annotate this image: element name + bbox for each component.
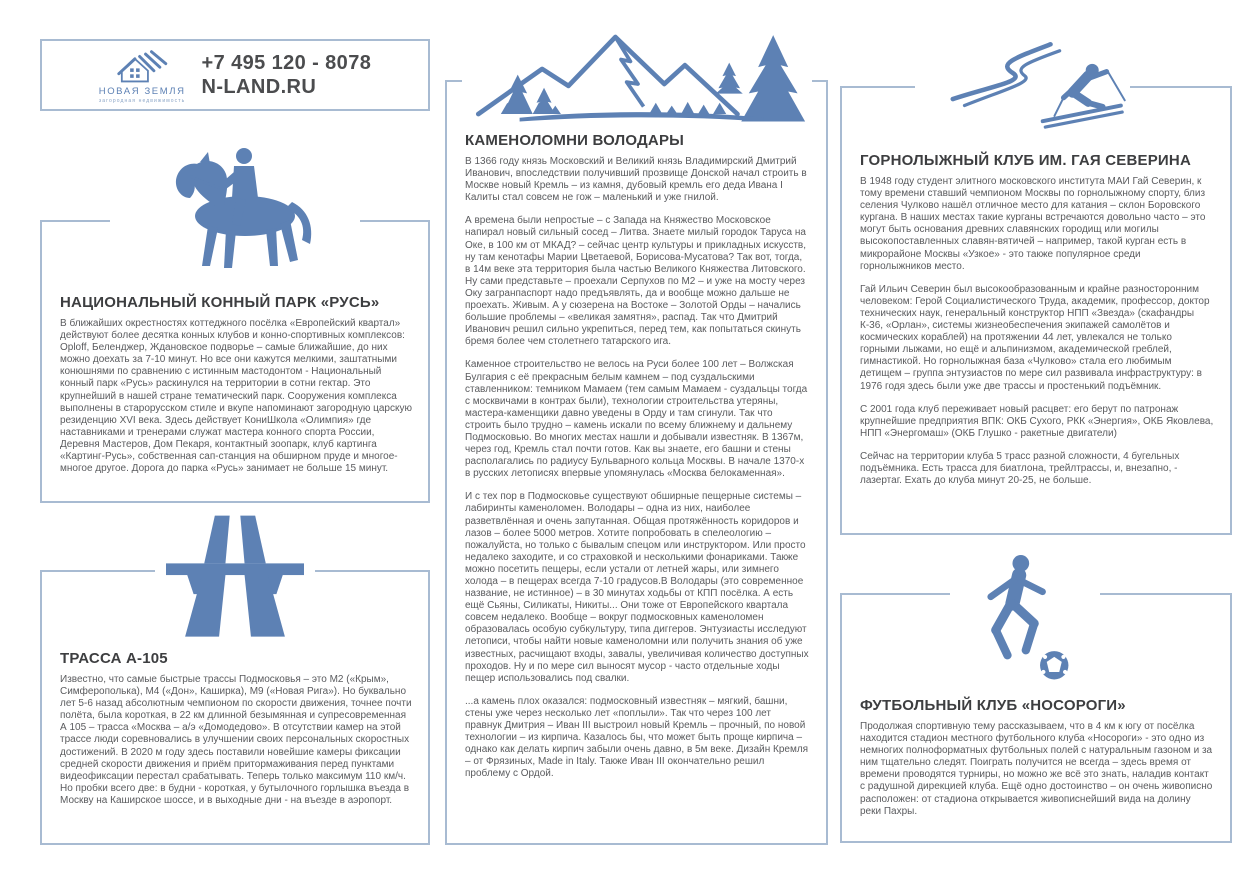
motorway-sign-icon <box>155 505 315 643</box>
mountain-landscape-icon <box>462 22 812 130</box>
body-paragraph: Сейчас на территории клуба 5 трасс разной сложности, 4 бугельных подъёмника. Есть трасса для биатлона, трейлтрассы, и, внезапно, - лазертаг. Ехать до клуба минут 20-25, не больше. <box>860 450 1180 487</box>
logo-tagline: загородная недвижимость <box>98 97 186 104</box>
website-url: N-LAND.RU <box>201 76 317 98</box>
body-paragraph: Известно, что самые быстрые трассы Подмосковья – это М2 («Крым», Симферополька), М4 («Дон», Каширка), М9 («Новая Рига»). Но буквально лет 5-6 назад абсолютным чемпионом по скорости движения, точнее почти полёта, была короткая, в 22 км длинной безымянная и супресовременная А 105 – трасса «Москва – а/э «Домодедово». В отсутствии камер на этой трассе люди соревновались в улучшении своих персональных скоростных достижений. В 2020 м году здесь поставили новейшие камеры фиксации средней скорости движения и приём притормаживания перед пунктами видеофиксации перестал срабатывать. Теперь только максимум 110 км/ч. Но пробки всего две: в будни - короткая, у бутылочного горлышка въезда в Москву на Каширское шоссе, и в выходные дни - на въезде в аэропорт. <box>60 674 412 806</box>
body-paragraph: Продолжая спортивную тему рассказываем, что в 4 км к югу от посёлка находится стадион местного футбольного клуба «Носороги» - это одно из немногих полноформатных футбольных полей с натуральным газоном и за ним тщательно следят. Поиграть получится не всегда – здесь время от времени проводятся турниры, но можно же всё это знать, наладив контакт с радушной дирекцией клуба. Ещё одно достоинство – он очень живописно расположен: от стадиона открывается живописнейший вида на долину реки Пахры. <box>860 721 1213 817</box>
section-title-ski-club: ГОРНОЛЫЖНЫЙ КЛУБ ИМ. ГАЯ СЕВЕРИНА <box>860 152 1191 169</box>
body-paragraph: А времена были непростые – с Запада на Княжество Московское напирал новый сильный сосед – Литва. Знаете милый городок Таруса на Оке, в 100 км от МКАД? – сейчас центр культуры и прикладных искусств, ну там кенотафы Марии Цветаевой, Борисова-Мусатова? Так вот, тогда, в 14м веке эта территория была частью Великого Княжества Литовского. Ну сами представьте – проехали Серпухов по М2 – и уже на мосту через Оку загранпаспорт надо предъявлять, да и вообще можно дальше не проехать. Живым. А у сюзерена на Востоке – Золотой Орды – начались большие проблемы – «великая замятня», распад. Так что Дмитрий Иванович решил сильно укрепиться, перед тем, как попытаться скинуть бремя более чем столетнего татарского ига. <box>465 215 806 348</box>
logo-name: НОВАЯ ЗЕМЛЯ <box>98 85 186 97</box>
horse-rider-icon <box>110 138 360 288</box>
logo <box>99 47 186 104</box>
alpine-skier-icon <box>915 26 1130 146</box>
body-paragraph: Гай Ильич Северин был высокообразованным и крайне разносторонним человеком: Герой Социалистического Труда, академик, профессор, доктор технических наук, генеральный конструктор НПП «Звезда» (скафандры К-36, «Орлан», системы жизнеобеспечения экипажей самолётов и космических кораблей) на протяжении 44 лет, увлекался не только горными лыжами, но ещё и альпинизмом, академической греблей, гимнастикой. Но горнолыжная база «Чулково» стала его любимым детищем – группа энтузиастов по мере сил развивала инфраструктуру: в 1976 годя здесь были уже две трассы и простенький подъёмник. <box>860 283 1210 392</box>
body-paragraph: Каменное строительство не велось на Руси более 100 лет – Волжская Булгария с её прекрасным белым камнем – под суздальскими ставленником: темником Мамаем (тем самым Мамаем - суздальцы тогда с москвичами в контрах были), технологии строительства утеряны, мастера-каменщики давно уведены в Орду и там сгинули. Так что строить было трудно – камень искали по всему ближнему и дальнему Подмосковью. Во многих местах нашли и добывали известняк. В 1367м, через год, Кремль стал почти готов. Как вы знаете, его башни и стены располагались по радиусу Бульварного кольца Москвы. В начале 1370-х в русских летописях впервые упомянулась «Москва белокаменная». <box>465 359 808 480</box>
phone-number: +7 495 120 - 8078 <box>201 52 372 74</box>
body-paragraph: В ближайших окрестностях коттеджного посёлка «Европейский квартал» действуют более десятка конных клубов и конно-спортивных комплексов: Орloff, Беленджер, Ждановское подворье – самые ближайшие, до них можно доехать за 7-10 минут. Но все они кажутся мелкими, заштатными конюшнями по сравнению с истинным мастодонтом - Национальный конный парк «Русь» раскинулся на территории в сотни гектар. Это крупнейший в нашей стране тематический парк. Сооружения комплекса выполнены в старорусском стиле и вкупе напоминают загородную царскую резиденцию XVI века. Здесь действует КониШкола «Олимпия» где наставниками и тренерами служат мастера конного спорта России, Деревня Мастеров, Дом Пекаря, контактный зоопарк, клуб картинга «Картинг-Русь», собственная сап-станция на обширном пруде и многое-многое другое. Дорога до парка «Русь» занимает не больше 15 минут. <box>60 318 412 475</box>
section-title-football-club: ФУТБОЛЬНЫЙ КЛУБ «НОСОРОГИ» <box>860 697 1126 714</box>
body-paragraph: С 2001 года клуб переживает новый расцвет: его берут по патронаж крупнейшие предприятия ВПК: ОКБ Сухого, РКК «Энергия», ОКБ Яковлева, НПП «Энергомаш» (ОКБ Глушко - ракетные двигатели) <box>860 403 1214 439</box>
header-card <box>40 39 430 111</box>
contact-block <box>202 51 372 99</box>
body-paragraph: И с тех пор в Подмосковье существуют обширные пещерные системы – лабиринты каменоломен. Володары – одна из них, наиболее разветвлённая и очень запутанная. Общая протяжённость коридоров и лазов – более 5000 метров. Хотите попробовать в спелеологию – пожалуйста, но только с бывалым спецом или инструктором. Или просто недалеко заходите, и со страховкой и несколькими фонариками. Также можно посетить пещеры, если устали от летней жары, или зимнего холода – в пещерах всегда 7-10 градусов.В Володары (это современное название, не истинное) – в 30 минутах ходьбы от КПП посёлка. А есть ещё Сьяны, Силикаты, Никиты... Они тоже от Европейского квартала совсем недалеко. Вообще – вокруг подмосковных каменоломен образовалась особую субкультуру, типа диггеров. Энтузиасты исследуют летописи, чтобы найти новые каменоломни или получить знания об уже известных, расчищают входы, завалы, увеличивая количество доступных проходов. Ну и по мере сил выносят мусор - часто отдельные ходы пещер использовались под свалки. <box>465 491 809 684</box>
section-quarry <box>445 80 828 845</box>
body-paragraph: ...а камень плох оказался: подмосковный известняк – мягкий, башни, стены уже через несколько лет «поплыли». Так что через 100 лет правнук Дмитрия – Иван III выстроил новый Кремль – прочный, по новой технологии – из кирпича. Казалось бы, что может быть проще кирпича – однако как делать кирпич забыли очень давно, в 5м веке. Дизайн Кремля – от Фрязиных, Made in Italy. Также Иван III окончательно решил проблему с Ордой. <box>465 695 809 780</box>
body-paragraph: В 1366 году князь Московский и Великий князь Владимирский Дмитрий Иванович, впоследствии получивший прозвище Донской начал строить в Москве новый Кремль – из камня, дубовый кремль его деда Ивана I Калиты стал совсем не гож – маленький и уже гнилой. <box>465 156 807 204</box>
section-ski-club <box>840 86 1232 535</box>
house-roof-icon <box>104 47 180 85</box>
body-paragraph: В 1948 году студент элитного московского института МАИ Гай Северин, к тому времени ставший чемпионом Москвы по горнолыжному спорту, близ селения Чулково нашёл отличное место для катания – склон Боровского кургана. В наших местах такие курганы встречаются довольно часто – это могут быть основания древних славянских городищ или могилы высокопоставленных славян-вятичей – например, такой курган есть в микрорайоне Москвы «Узкое» - это также популярное среди горнолыжников место. <box>860 176 1206 272</box>
football-player-icon <box>950 550 1100 692</box>
section-title-horse-park: НАЦИОНАЛЬНЫЙ КОННЫЙ ПАРК «РУСЬ» <box>60 294 380 311</box>
section-title-quarry: КАМЕНОЛОМНИ ВОЛОДАРЫ <box>465 132 685 149</box>
section-title-highway: ТРАССА А-105 <box>60 650 168 667</box>
